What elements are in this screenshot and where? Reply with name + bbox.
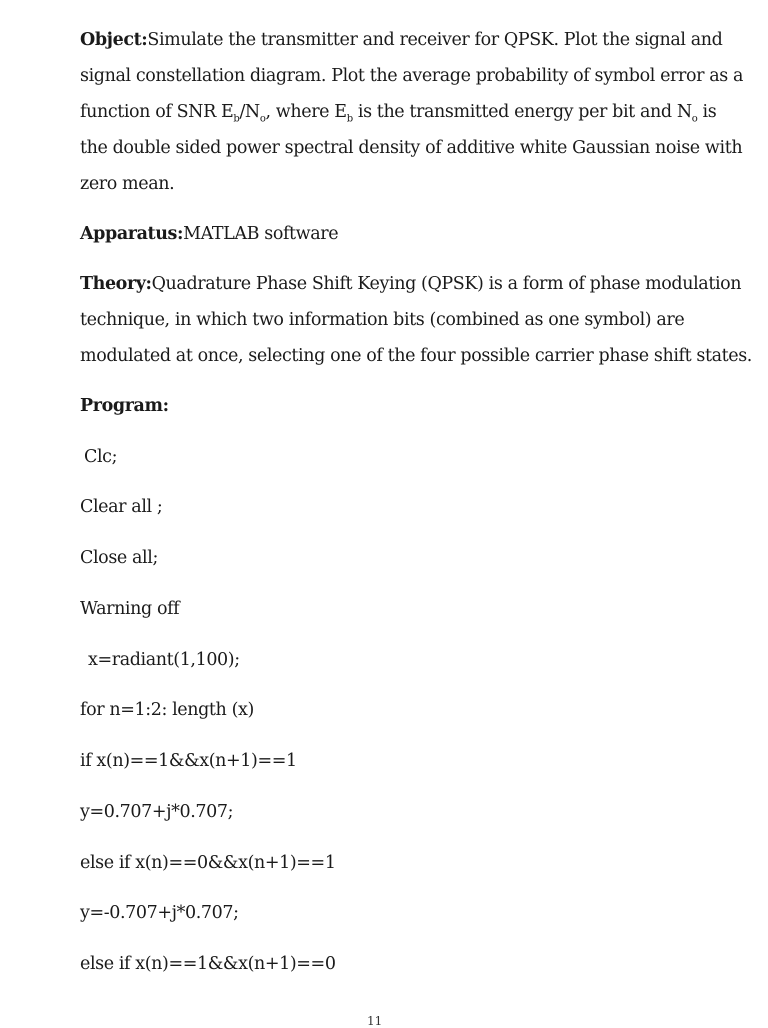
code-line-close-all: Close all; xyxy=(80,548,158,568)
object-line-3: function of SNR $E_b/N_o$, where $E_b$ is the transmitted energy per bit and $N_o$ is xyxy=(80,102,717,125)
document-page xyxy=(80,22,760,424)
code-line-y-1: y=0.707+j*0.707; xyxy=(80,802,234,822)
object-line-5: zero mean. xyxy=(80,174,175,194)
object-label: Object: xyxy=(80,30,148,50)
object-paragraph xyxy=(80,22,760,202)
theory-line-2: technique, in which two information bits (combined as one symbol) are xyxy=(80,310,685,330)
apparatus-label: Apparatus: xyxy=(80,224,184,244)
object-line-2: signal constellation diagram. Plot the average probability of symbol error as a xyxy=(80,66,744,86)
code-line-randint: x=radiant(1,100); xyxy=(88,650,240,670)
apparatus-paragraph xyxy=(80,216,760,252)
code-line-clc: Clc; xyxy=(84,447,118,467)
code-line-elseif-10: else if x(n)==1&&x(n+1)==0 xyxy=(80,954,336,974)
object-line-4: the double sided power spectral density of additive white Gaussian noise with xyxy=(80,138,743,158)
theory-paragraph xyxy=(80,266,760,374)
page-number: 11 xyxy=(367,1014,383,1028)
code-line-elseif-01: else if x(n)==0&&x(n+1)==1 xyxy=(80,853,336,873)
code-line-y-2: y=-0.707+j*0.707; xyxy=(80,903,239,923)
apparatus-text: MATLAB software xyxy=(183,224,339,244)
code-line-if-11: if x(n)==1&&x(n+1)==1 xyxy=(80,751,297,771)
code-line-warning-off: Warning off xyxy=(80,599,180,619)
theory-line-3: modulated at once, selecting one of the four possible carrier phase shift states. xyxy=(80,346,752,366)
theory-label: Theory: xyxy=(80,274,152,294)
program-label: Program: xyxy=(80,396,169,416)
object-line-1: Simulate the transmitter and receiver for QPSK. Plot the signal and xyxy=(147,30,723,50)
code-line-for-loop: for n=1:2: length (x) xyxy=(80,700,254,720)
program-heading xyxy=(80,388,760,424)
code-line-clear-all: Clear all ; xyxy=(80,497,163,517)
theory-line-1: Quadrature Phase Shift Keying (QPSK) is a form of phase modulation xyxy=(151,274,742,294)
